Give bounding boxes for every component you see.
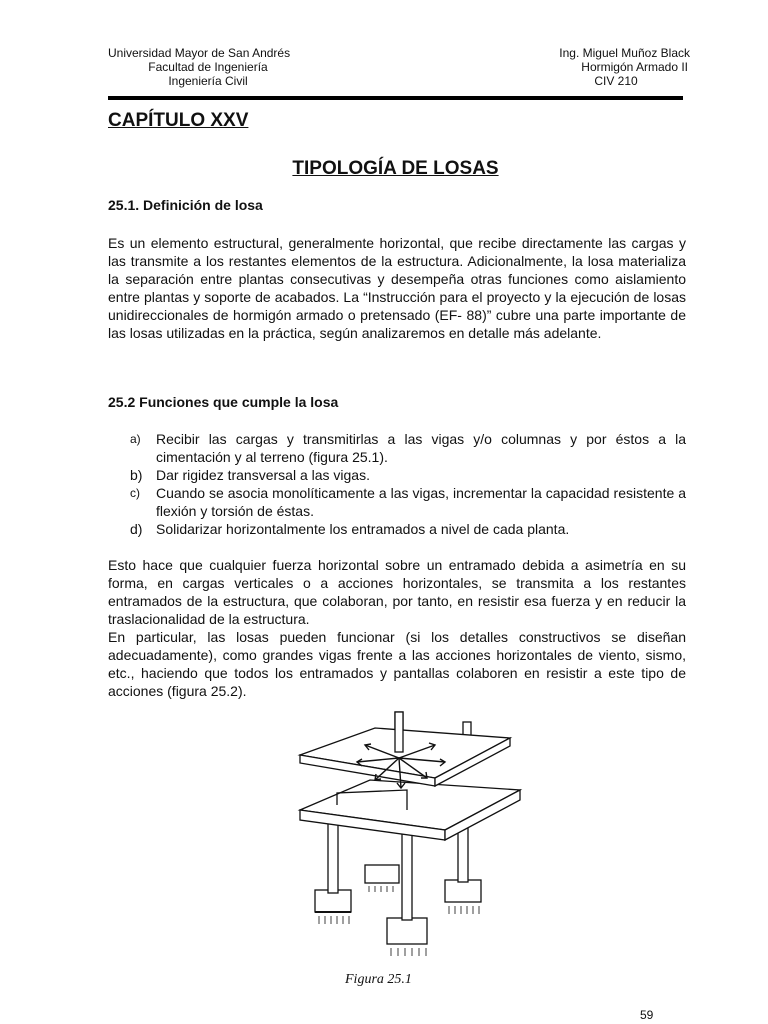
list-item-text: Recibir las cargas y transmitirlas a las vigas y/o columnas y por éstos a la cimentación y al terreno (figura 25.1). [156, 431, 686, 465]
footing-front [387, 918, 427, 944]
functions-list [130, 430, 686, 538]
header-rule [108, 96, 683, 100]
section-heading-definition: 25.1. Definición de losa [108, 197, 263, 213]
figure-caption: Figura 25.1 [345, 972, 412, 987]
list-item [130, 466, 686, 484]
slab-beam-paragraph: En particular, las losas pueden funcionar (si los detalles constructivos se diseñan adecuadamente), como grandes vigas frente a las acciones horizontales de viento, sismo, etc., haciendo que todos los entramados y pantallas colaboren en resistir a este tipo de acciones (figura 25.2). [108, 629, 686, 699]
list-marker: c) [130, 486, 140, 500]
horizontal-force-paragraph: Esto hace que cualquier fuerza horizontal sobre un entramado debida a asimetría en su forma, en cargas verticales o a acciones horizontales, se transmita a los restantes entramados de la estructura, que colaboran, por tanto, en resistir esa fuerza y en reducir la traslacionalidad de la estructura. [108, 557, 686, 627]
header-course: Hormigón Armado II [581, 60, 688, 74]
header-author: Ing. Miguel Muñoz Black [559, 46, 690, 60]
footing-right [445, 880, 481, 902]
header-course-code: CIV 210 [594, 74, 638, 88]
header-left [108, 46, 338, 88]
list-item [130, 520, 686, 538]
list-item-text: Solidarizar horizontalmente los entramados a nivel de cada planta. [156, 521, 570, 537]
chapter-heading: CAPÍTULO XXV [108, 110, 249, 131]
header-department: Ingeniería Civil [168, 74, 248, 88]
header-university: Universidad Mayor de San Andrés [108, 46, 291, 60]
list-marker: b) [130, 467, 143, 483]
list-marker: a) [130, 432, 141, 446]
list-item [130, 430, 686, 466]
upper-slab [300, 728, 510, 778]
section-heading-functions: 25.2 Funciones que cumple la losa [108, 394, 339, 410]
page-title: TIPOLOGÍA DE LOSAS [292, 158, 499, 179]
list-item-text: Dar rigidez transversal a las vigas. [156, 467, 370, 483]
footing-back [365, 865, 399, 883]
slab-figure [295, 710, 525, 970]
definition-paragraph: Es un elemento estructural, generalmente horizontal, que recibe directamente las cargas y las transmite a los restantes elementos de la estructura. Adicionalmente, la losa materializa la separación entre plantas consecutivas y desempeña otras funciones como aislamiento entre plantas y soporte de acabados. La “Instrucción para el proyecto y la ejecución de losas unidireccionales de hormigón armado o pretensado (EF- 88)” cubre una parte importante de las losas utilizadas en la práctica, según analizaremos en detalle más adelante. [108, 235, 686, 341]
header-right [510, 46, 690, 88]
list-item [130, 484, 686, 520]
list-marker: d) [130, 521, 143, 537]
list-item-text: Cuando se asocia monolíticamente a las vigas, incrementar la capacidad resistente a flexión y torsión de éstas. [156, 485, 686, 519]
page-number: 59 [640, 1008, 654, 1022]
header-faculty: Facultad de Ingeniería [148, 60, 268, 74]
